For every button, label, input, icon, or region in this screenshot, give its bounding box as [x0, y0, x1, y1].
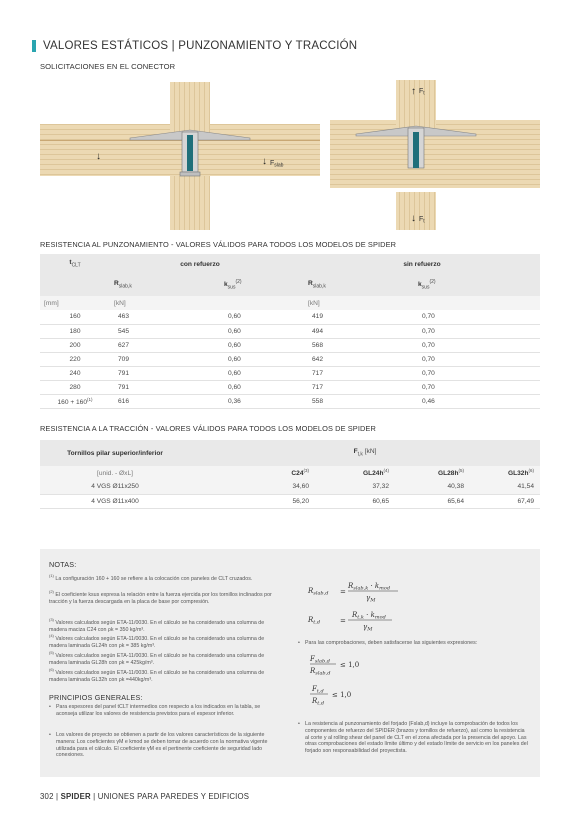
svg-text:↓: ↓ — [96, 151, 101, 162]
note-3: $^{(3)}$ Valores calculados según ETA-11/0030. En el cálculo se ha considerado una columna de madera maciza C24 con ρk = 350 kg/m³. — [49, 617, 265, 633]
table-row: 4 VGS Ø11x400 56,20 60,65 65,64 67,49 — [40, 494, 540, 508]
svg-text:↓: ↓ — [411, 213, 416, 224]
unit-kn-2: [kN] — [308, 299, 320, 307]
diagram-heading: SOLICITACIONES EN EL CONECTOR — [40, 62, 176, 71]
svg-text:Ft,d: $F_{t,d}$ — [312, 685, 324, 695]
svg-text:≤ 1,0: ≤ 1,0 — [332, 691, 352, 699]
principle-1: • Para espesores del panel tCLT intermedios con respecto a los indicados en la tabla, se aconseja utilizar los valores de resistencia previstos para el espesor inferior. — [49, 704, 281, 718]
brand-name: SPIDER — [60, 792, 91, 801]
verification-formulas — [308, 653, 388, 713]
table-row: 160 463 0,60 419 0,70 — [40, 310, 540, 324]
principles-title: PRINCIPIOS GENERALES: — [49, 693, 143, 702]
svg-text:Rslab,k · kmod: $R_{slab,k} \cdot k_{mod}$ — [348, 582, 391, 592]
tclt-header: $t_{CLT}$ — [69, 259, 81, 269]
fslab-label: $F_{slab}$ — [270, 160, 284, 169]
note-1: $^{(1)}$ La configuración 160 + 160 se refiere a la colocación con paneles de CLT cruzados. — [49, 573, 253, 582]
connector-right — [330, 80, 540, 230]
without-reinforcement-header: sin refuerzo — [403, 260, 441, 268]
principle-2: • Los valores de proyecto se obtienen a partir de los valores característicos de la siguiente manera: Los coeficientes γM e kmod se deben tomar de acuerdo con la normativa vigente utilizada para el cálculo. El coeficiente γM es el pertinente coeficiente de seguridad lado conexiones. — [49, 732, 281, 759]
svg-text:Rt,d: $R_{t,d}$ — [312, 697, 325, 707]
col-c24: C24$^{(3)}$ — [291, 468, 309, 478]
unit-label: [unid. - ØxL] — [97, 469, 133, 477]
col-gl28h: $GL28h^{(5)}$ — [437, 468, 464, 478]
rslab-header-2: $R_{slab,k}$ — [308, 280, 326, 290]
punching-section-heading: RESISTENCIA AL PUNZONAMIENTO - VALORES VÁLIDOS PARA TODOS LOS MODELOS DE SPIDER — [40, 240, 397, 249]
traction-resistance-table — [40, 440, 540, 509]
note-6: $^{(6)}$ Valores calculados según ETA-11/0030. En el cálculo se ha considerado una columna de madera laminada GL32h con ρk =440kg/m³. — [49, 667, 265, 683]
design-formulas — [300, 575, 430, 635]
notes-box — [40, 549, 540, 777]
svg-text:=: = — [340, 588, 346, 596]
connector-left — [40, 82, 320, 230]
svg-text:≤ 1,0: ≤ 1,0 — [340, 661, 360, 669]
page-title: VALORES ESTÁTICOS | PUNZONAMIENTO Y TRACCIÓN — [43, 40, 358, 52]
unit-mm: [mm] — [44, 299, 59, 307]
svg-text:Rt,k · kmod: $R_{t,k} \cdot k_{mod}$ — [352, 611, 386, 621]
principle-3: • Para las comprobaciones, deben satisfacerse las siguientes expresiones: — [298, 640, 530, 647]
page-footer: 302 | SPIDER | UNIONES PARA PAREDES Y EDIFICIOS — [40, 792, 250, 801]
svg-text:=: = — [340, 617, 346, 625]
principle-4: • La resistencia al punzonamiento del forjado (Fslab,d) incluye la comprobación de todos los componentes de refuerzo del SPIDER (brazos y tornillos de refuerzo), así como la resistencia al corte y al rolling shear del panel de CLT en el zona afectada por la presencia del apoyo. Las otras comprobaciones del estado límite último y del estado límite de servicio en los paneles del forjado son responsabilidad del proyectista. — [298, 721, 530, 755]
connector-forces-diagram — [40, 80, 540, 230]
section-header — [32, 40, 357, 52]
footer-section: UNIONES PARA PAREDES Y EDIFICIOS — [97, 792, 250, 801]
note-4: $^{(4)}$ Valores calculados según ETA-11/0030. En el cálculo se ha considerado una columna de madera laminada GL24h con ρk = 385 kg/m³. — [49, 633, 265, 649]
table-row: 220 709 0,60 642 0,70 — [40, 352, 540, 366]
table-row: 200 627 0,60 568 0,70 — [40, 338, 540, 352]
col-gl32h: $GL32h^{(6)}$ — [507, 468, 534, 478]
note-2: $^{(2)}$ El coeficiente ksus expresa la relación entre la fuerza ejercida por los tornillos inclinados por tracción y la fuerza descargada en la placa de base por compresión. — [49, 589, 272, 605]
title-accent-bar — [32, 40, 36, 52]
svg-text:γM: $\gamma_M$ — [363, 623, 373, 633]
svg-text:↓: ↓ — [262, 156, 267, 167]
traction-section-heading: RESISTENCIA A LA TRACCIÓN - VALORES VÁLIDOS PARA TODOS LOS MODELOS DE SPIDER — [40, 424, 376, 433]
ft-top-label: $F_t$ — [419, 88, 425, 97]
flk-header: $F_{t,k}$ [kN] — [353, 448, 377, 458]
svg-text:γM: $\gamma_M$ — [366, 594, 376, 604]
svg-text:Fslab,d: $F_{slab,d}$ — [310, 655, 330, 665]
ksus-header-2: $k_{sus}^{(2)}$ — [418, 279, 436, 291]
table-row: 180 545 0,60 494 0,70 — [40, 324, 540, 338]
svg-text:↑: ↑ — [411, 86, 416, 97]
ft-bottom-label: $F_t$ — [419, 216, 425, 225]
ksus-header-1: $k_{sus}^{(2)}$ — [224, 279, 242, 291]
screws-header: Tornillos pilar superior/inferior — [67, 449, 163, 457]
table-row: 4 VGS Ø11x250 34,60 37,32 40,38 41,54 — [40, 480, 540, 494]
svg-text:Rt,d: $R_{t,d}$ — [308, 616, 321, 626]
svg-text:Rslab,d: $R_{slab,d}$ — [308, 587, 329, 597]
col-gl24h: $GL24h^{(4)}$ — [362, 468, 389, 478]
page-number: 302 — [40, 792, 54, 801]
svg-text:Rslab,d: $R_{slab,d}$ — [310, 667, 331, 677]
punching-resistance-table — [40, 254, 540, 409]
unit-kn-1: [kN] — [114, 299, 126, 307]
with-reinforcement-header: con refuerzo — [180, 260, 220, 268]
notes-title: NOTAS: — [49, 560, 77, 569]
table-row: 280 791 0,60 717 0,70 — [40, 380, 540, 394]
table-row: 240 791 0,60 717 0,70 — [40, 366, 540, 380]
rslab-header-1: $R_{slab,k}$ — [114, 280, 132, 290]
table-row: $160 + 160^{(1)}$ 616 0,36 558 0,46 — [40, 395, 540, 409]
note-5: $^{(5)}$ Valores calculados según ETA-11/0030. En el cálculo se ha considerado una columna de madera laminada GL28h con ρk = 425kg/m³. — [49, 650, 265, 666]
